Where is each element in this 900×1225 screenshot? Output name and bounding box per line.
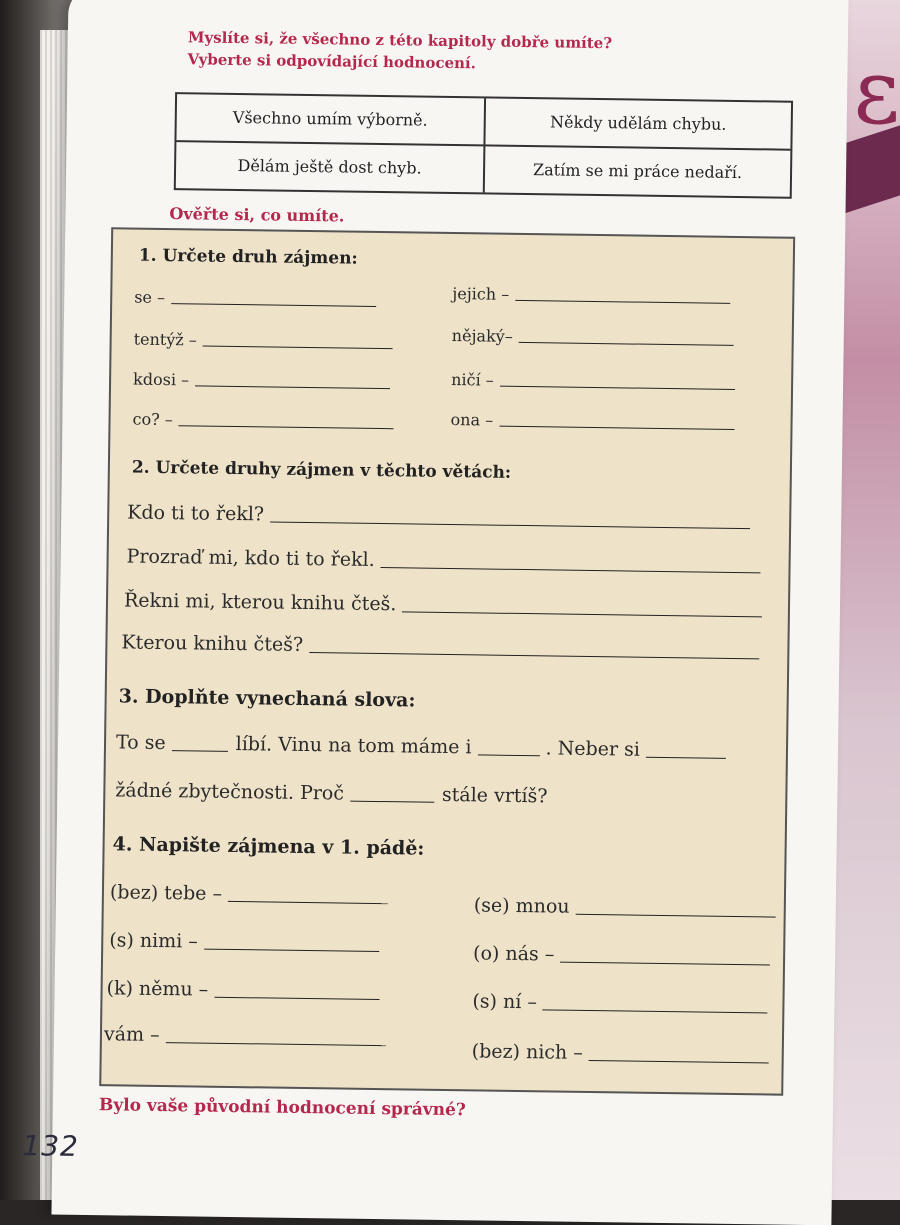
task4-right-1[interactable]: (se) mnou — [474, 894, 776, 920]
task1-left-4[interactable]: co? – — [132, 410, 394, 433]
rating-option-1[interactable]: Všechno umím výborně. — [232, 107, 428, 130]
task1-title: 1. Určete druh zájmen: — [138, 245, 358, 269]
task3-title: 3. Doplňte vynechaná slova: — [118, 685, 416, 712]
task2-item-2[interactable]: Prozraď mi, kdo ti to řekl. — [126, 545, 760, 576]
task1-left-1[interactable]: se – — [134, 288, 376, 310]
rating-option-3[interactable]: Dělám ještě dost chyb. — [237, 155, 422, 178]
task2-item-4[interactable]: Kterou knihu čteš? — [121, 631, 759, 662]
task2-item-3[interactable]: Řekni mi, kterou knihu čteš. — [124, 589, 763, 620]
task4-left-4[interactable]: vám – — [104, 1023, 386, 1049]
page-number: 132 — [22, 1129, 80, 1163]
task3-line1[interactable]: To se líbí. Vinu na tom máme i . Neber si — [116, 731, 726, 762]
task1-left-2[interactable]: tentýž – — [134, 330, 393, 353]
intro-line1: Myslíte si, že všechno z této kapitoly dobře umíte? — [187, 28, 613, 53]
task4-left-3[interactable]: (k) němu – — [106, 977, 379, 1003]
chapter-glyph-icon: ε — [853, 40, 900, 145]
task3-line2[interactable]: žádné zbytečnosti. Proč stále vrtíš? — [115, 779, 548, 808]
footer-question: Bylo vaše původní hodnocení správné? — [98, 1095, 466, 1121]
task1-right-4[interactable]: ona – — [450, 410, 734, 433]
task4-title: 4. Napište zájmena v 1. pádě: — [112, 833, 425, 860]
rating-table — [174, 92, 793, 199]
rating-option-4[interactable]: Zatím se mi práce nedaří. — [532, 160, 743, 183]
check-title: Ověřte si, co umíte. — [169, 204, 345, 226]
task4-right-2[interactable]: (o) nás – — [473, 942, 770, 968]
task1-right-3[interactable]: ničí – — [451, 370, 735, 393]
task4-left-1[interactable]: (bez) tebe – — [110, 881, 388, 907]
task2-item-1[interactable]: Kdo ti to řekl? — [127, 501, 750, 532]
task1-right-1[interactable]: jejich – — [452, 284, 730, 307]
task1-right-2[interactable]: nějaký– — [452, 326, 734, 349]
intro-text — [187, 26, 612, 76]
task4-left-2[interactable]: (s) nimi – — [109, 929, 379, 955]
rating-option-2[interactable]: Někdy udělám chybu. — [549, 112, 727, 134]
exercise-box — [99, 227, 795, 1095]
task2-title: 2. Určete druhy zájmen v těchto větách: — [131, 457, 512, 483]
task4-right-3[interactable]: (s) ní – — [472, 990, 768, 1016]
intro-line2: Vyberte si odpovídající hodnocení. — [187, 50, 477, 73]
book-page — [22, 0, 848, 1225]
task4-right-4[interactable]: (bez) nich – — [472, 1040, 769, 1066]
task1-left-3[interactable]: kdosi – — [133, 370, 390, 393]
